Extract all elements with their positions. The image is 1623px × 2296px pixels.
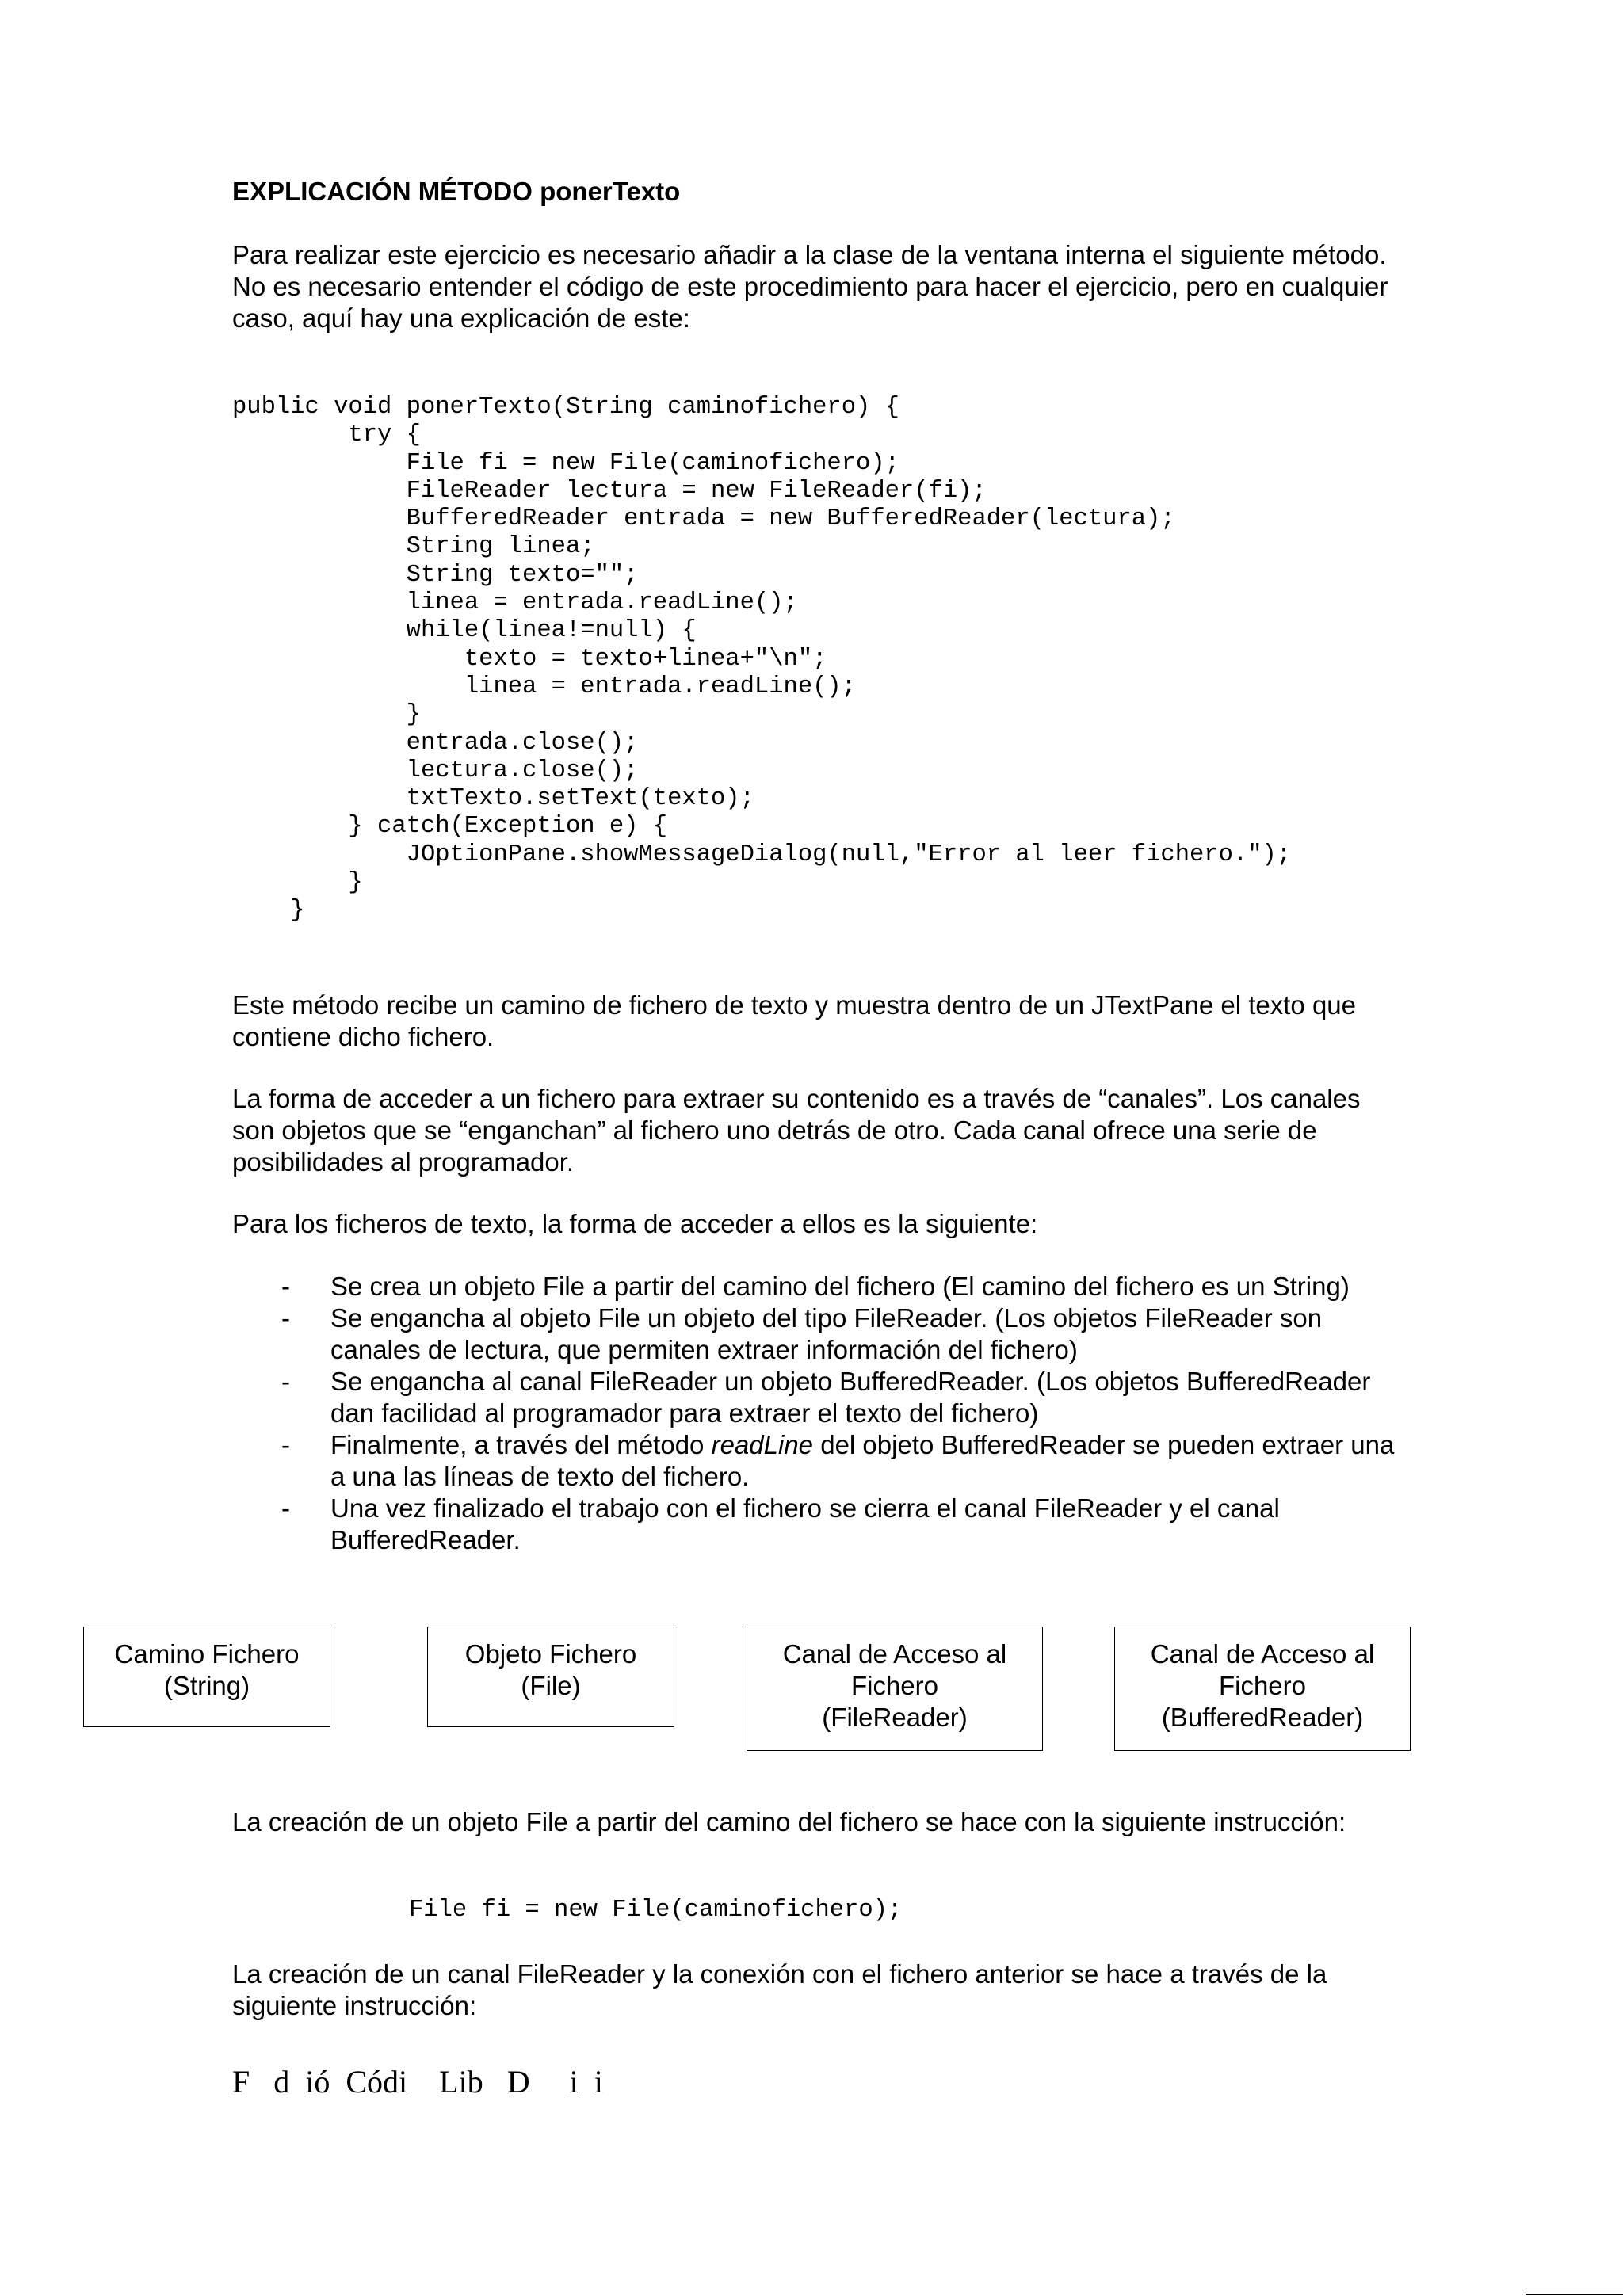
- code-line: texto = texto+linea+"\n";: [232, 645, 827, 673]
- readline-emphasis: readLine: [711, 1430, 814, 1459]
- page-edge-rule: [1526, 2294, 1623, 2295]
- diagram-box-line: Canal de Acceso al: [782, 1639, 1007, 1669]
- code-line: String texto="";: [232, 561, 639, 589]
- diagram-box-bufferedreader: [1114, 1627, 1411, 1751]
- list-bullet: -: [281, 1303, 290, 1333]
- diagram-box-line: Objeto Fichero: [464, 1639, 637, 1669]
- list-item: [232, 1302, 1405, 1366]
- method-description-paragraph: Este método recibe un camino de fichero de texto y muestra dentro de un JTextPane el texto que contiene dicho fichero.: [232, 990, 1357, 1051]
- diagram-box-line: (File): [521, 1671, 581, 1700]
- code-line: } catch(Exception e) {: [232, 813, 668, 841]
- code-line: String linea;: [232, 533, 595, 561]
- file-creation-paragraph: La creación de un objeto File a partir del camino del fichero se hace con la siguiente instrucción:: [232, 1807, 1346, 1836]
- list-item: [232, 1271, 1405, 1302]
- list-item-text: Se engancha al objeto File un objeto del tipo FileReader. (Los objetos FileReader son canales de lectura, que permiten extraer información del fichero): [330, 1303, 1323, 1364]
- code-line: entrada.close();: [232, 729, 639, 757]
- diagram-box-camino-fichero: [83, 1627, 330, 1727]
- diagram-box-filereader: [747, 1627, 1043, 1751]
- code-line: lectura.close();: [232, 757, 639, 784]
- list-item-text: Se engancha al canal FileReader un objeto BufferedReader. (Los objetos BufferedReader dan facilidad al programador para extraer el texto del fichero): [330, 1367, 1371, 1428]
- code-line: linea = entrada.readLine();: [232, 673, 857, 700]
- list-item-text: Una vez finalizado el trabajo con el fichero se cierra el canal FileReader y el canal BufferedReader.: [330, 1493, 1280, 1554]
- list-item: [232, 1493, 1405, 1556]
- code-line: public void ponerTexto(String caminofichero) {: [232, 394, 899, 421]
- channels-paragraph: La forma de acceder a un fichero para extraer su contenido es a través de “canales”. Los canales son objetos que se “enganchan” al fichero uno detrás de otro. Cada canal ofrece una serie de posibilidades al programador.: [232, 1084, 1361, 1177]
- list-item: [232, 1366, 1405, 1429]
- code-line: }: [232, 701, 421, 729]
- code-line: linea = entrada.readLine();: [232, 589, 798, 617]
- code-line: FileReader lectura = new FileReader(fi);: [232, 477, 987, 505]
- list-item-text: Finalmente, a través del método: [330, 1430, 712, 1459]
- diagram-box-line: Fichero: [1218, 1671, 1307, 1700]
- list-item: [232, 1429, 1405, 1493]
- steps-list: [232, 1271, 1405, 1556]
- list-bullet: -: [281, 1367, 290, 1396]
- code-line: }: [232, 897, 305, 925]
- diagram-box-line: Fichero: [850, 1671, 939, 1700]
- code-line: txtTexto.setText(texto);: [232, 785, 754, 813]
- page-title: EXPLICACIÓN MÉTODO ponerTexto: [232, 177, 681, 206]
- diagram-box-line: Canal de Acceso al: [1150, 1639, 1375, 1669]
- list-bullet: -: [281, 1430, 290, 1459]
- code-line: while(linea!=null) {: [232, 617, 697, 645]
- code-line: try {: [232, 421, 421, 449]
- file-creation-code: File fi = new File(caminofichero);: [409, 1897, 903, 1924]
- filereader-creation-paragraph: La creación de un canal FileReader y la conexión con el fichero anterior se hace a través de la siguiente instrucción:: [232, 1959, 1327, 2020]
- garbled-footer-text: F d ió Códi Lib D i i: [232, 2064, 603, 2100]
- list-bullet: -: [281, 1493, 290, 1523]
- code-line: File fi = new File(caminofichero);: [232, 449, 899, 477]
- code-line: }: [232, 869, 363, 897]
- diagram-box-line: (FileReader): [822, 1703, 968, 1732]
- code-block: [232, 394, 1291, 925]
- list-item-text: Se crea un objeto File a partir del camino del fichero (El camino del fichero es un String): [330, 1272, 1350, 1301]
- diagram-box-line: (BufferedReader): [1161, 1703, 1364, 1732]
- intro-paragraph: Para realizar este ejercicio es necesario añadir a la clase de la ventana interna el siguiente método. No es necesario entender el código de este procedimiento para hacer el ejercicio, pero en cualquier caso, aquí hay una explicación de este:: [232, 240, 1388, 333]
- diagram-box-line: (String): [163, 1671, 250, 1700]
- text-files-paragraph: Para los ficheros de texto, la forma de acceder a ellos es la siguiente:: [232, 1209, 1038, 1238]
- diagram-box-objeto-fichero: [427, 1627, 674, 1727]
- code-line: BufferedReader entrada = new BufferedReader(lectura);: [232, 505, 1175, 533]
- code-line: JOptionPane.showMessageDialog(null,"Error al leer fichero.");: [232, 841, 1292, 868]
- list-bullet: -: [281, 1272, 290, 1301]
- diagram-box-line: Camino Fichero: [114, 1639, 300, 1669]
- list-item-text: del objeto BufferedReader se pueden extraer una a una las líneas de texto del fichero.: [330, 1430, 1395, 1491]
